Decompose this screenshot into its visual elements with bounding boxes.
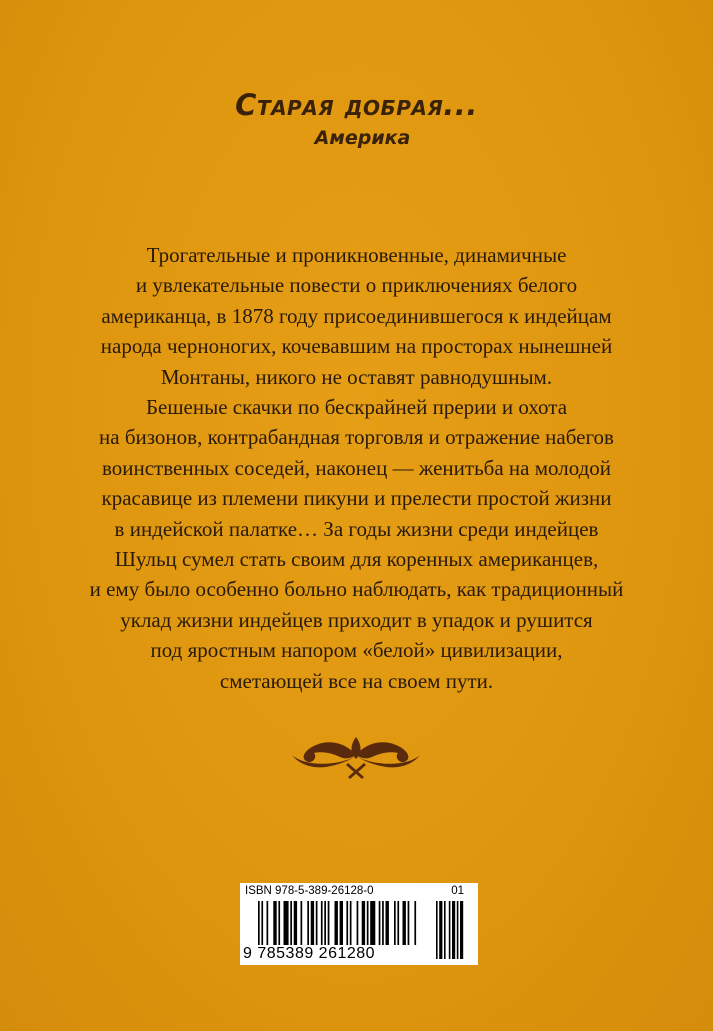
barcode-addon-bar bbox=[436, 901, 438, 959]
barcode-bar bbox=[321, 901, 323, 945]
annotation-line: Шульц сумел стать своим для коренных американцев, bbox=[114, 547, 599, 572]
barcode-addon: 01 bbox=[451, 885, 464, 897]
barcode-bar bbox=[379, 901, 381, 945]
annotation-line: сметающей все на своем пути. bbox=[219, 668, 494, 693]
barcode-bar bbox=[267, 901, 269, 945]
barcode-bar bbox=[357, 901, 359, 945]
barcode-bar bbox=[261, 901, 263, 945]
isbn-label: ISBN 978-5-389-26128-0 bbox=[245, 885, 374, 897]
series-subtitle: Америка bbox=[314, 127, 411, 149]
annotation-line: уклад жизни индейцев приходит в упадок и рушится bbox=[120, 607, 593, 632]
book-annotation bbox=[0, 240, 713, 696]
barcode-addon-bar bbox=[452, 901, 455, 959]
barcode-bar bbox=[367, 901, 369, 945]
ornament-flourish-icon bbox=[286, 733, 426, 781]
ean-digits: 9 785389 261280 bbox=[243, 945, 376, 962]
barcode-bar bbox=[278, 901, 280, 945]
barcode-bar bbox=[386, 901, 389, 945]
barcode-bar bbox=[294, 901, 297, 945]
barcode-bar bbox=[311, 901, 314, 945]
barcode-bar bbox=[403, 901, 406, 945]
barcode-addon-bar bbox=[439, 901, 442, 959]
annotation-line: народа черноногих, кочевавшим на просторах нынешней bbox=[100, 334, 613, 359]
barcode-bar bbox=[340, 901, 343, 945]
barcode-addon-bar bbox=[460, 901, 463, 959]
annotation-line: Трогательные и проникновенные, динамичные bbox=[146, 243, 567, 267]
barcode-bar bbox=[273, 901, 276, 945]
barcode-addon-bar bbox=[449, 901, 451, 959]
annotation-line: воинственных соседей, наконец — женитьба на молодой bbox=[101, 455, 612, 480]
annotation-line: в индейской палатке… За годы жизни среди индейцев bbox=[114, 516, 599, 541]
barcode-addon-bar bbox=[457, 901, 459, 959]
barcode-bar bbox=[284, 901, 289, 945]
barcode-bar bbox=[382, 901, 384, 945]
annotation-line: Бешеные скачки по бескрайней прерии и охота bbox=[145, 395, 568, 420]
annotation-line: американца, в 1878 году присоединившегося к индейцам bbox=[101, 303, 612, 328]
annotation-line: красавице из племени пикуни и прелести простой жизни bbox=[101, 486, 612, 511]
annotation-line: и ему было особенно больно наблюдать, как традиционный bbox=[89, 577, 624, 602]
barcode-bar bbox=[350, 901, 352, 945]
annotation-line: Монтаны, никого не оставят равнодушным. bbox=[160, 364, 553, 389]
barcode-bar bbox=[370, 901, 375, 945]
barcode-bar bbox=[346, 901, 348, 945]
barcode-bar bbox=[362, 901, 365, 945]
series-title: Старая добрая... bbox=[235, 88, 478, 122]
barcode-bar bbox=[335, 901, 338, 945]
annotation-line: под яростным напором «белой» цивилизации, bbox=[150, 638, 563, 663]
barcode-bar bbox=[408, 901, 410, 945]
barcode-bar bbox=[258, 901, 260, 945]
barcode-bar bbox=[307, 901, 309, 945]
annotation-line: и увлекательные повести о приключениях белого bbox=[135, 273, 578, 298]
barcode bbox=[240, 883, 478, 965]
barcode-bar bbox=[316, 901, 318, 945]
barcode-addon-bar bbox=[444, 901, 446, 959]
barcode-bar bbox=[301, 901, 303, 945]
annotation-line: на бизонов, контрабандная торговля и отражение набегов bbox=[99, 425, 614, 450]
barcode-bar bbox=[394, 901, 396, 945]
barcode-bar bbox=[397, 901, 399, 945]
barcode-bar bbox=[290, 901, 292, 945]
barcode-bar bbox=[328, 901, 330, 945]
barcode-bar bbox=[414, 901, 416, 945]
barcode-bar bbox=[324, 901, 326, 945]
